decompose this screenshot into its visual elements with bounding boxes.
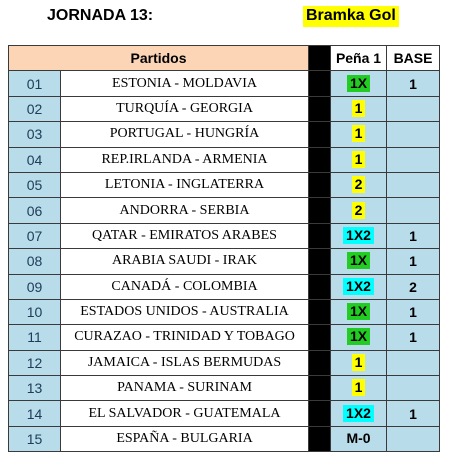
pena-pick-cell (331, 122, 387, 147)
base-pick (387, 96, 440, 121)
pena-pick: 1 (352, 125, 366, 142)
match-number: 08 (9, 249, 61, 274)
match-number: 10 (9, 299, 61, 324)
separator-cell (309, 172, 331, 197)
base-pick (387, 147, 440, 172)
pena-pick: 2 (352, 202, 366, 219)
pena-pick: 1 (352, 379, 366, 396)
pena-pick: 1 (352, 151, 366, 168)
match-number: 13 (9, 376, 61, 401)
base-pick (387, 376, 440, 401)
pena-pick-cell (331, 223, 387, 248)
match-name: EL SALVADOR - GUATEMALA (61, 401, 309, 426)
match-number: 06 (9, 198, 61, 223)
pena-pick-cell (331, 249, 387, 274)
match-number: 05 (9, 172, 61, 197)
table-row (9, 71, 440, 96)
match-name: ANDORRA - SERBIA (61, 198, 309, 223)
match-name: TURQUÍA - GEORGIA (61, 96, 309, 121)
table-row (9, 325, 440, 350)
pena-pick-cell (331, 376, 387, 401)
match-name: CANADÁ - COLOMBIA (61, 274, 309, 299)
match-name: ESPAÑA - BULGARIA (61, 426, 309, 451)
pena-pick: 1X (347, 75, 370, 92)
column-header-pena: Peña 1 (331, 46, 387, 71)
base-pick: 2 (387, 274, 440, 299)
separator-cell (309, 249, 331, 274)
match-name: ESTADOS UNIDOS - AUSTRALIA (61, 299, 309, 324)
match-number: 09 (9, 274, 61, 299)
separator-cell (309, 71, 331, 96)
match-name: CURAZAO - TRINIDAD Y TOBAGO (61, 325, 309, 350)
separator-cell (309, 401, 331, 426)
separator-cell (309, 350, 331, 375)
match-number: 03 (9, 122, 61, 147)
table-row (9, 96, 440, 121)
separator-cell (309, 376, 331, 401)
pena-pick-cell (331, 350, 387, 375)
pena-pick-cell (331, 147, 387, 172)
pena-pick: 1X2 (343, 405, 374, 422)
brand-label: Bramka Gol (303, 6, 399, 27)
match-name: JAMAICA - ISLAS BERMUDAS (61, 350, 309, 375)
table-row (9, 401, 440, 426)
match-number: 14 (9, 401, 61, 426)
table-row (9, 376, 440, 401)
match-number: 11 (9, 325, 61, 350)
match-number: 02 (9, 96, 61, 121)
pena-pick: 1X (347, 303, 370, 320)
separator-cell (309, 325, 331, 350)
base-pick (387, 122, 440, 147)
match-number: 01 (9, 71, 61, 96)
column-header-partidos: Partidos (9, 46, 309, 71)
pena-pick: 2 (352, 176, 366, 193)
table-row (9, 147, 440, 172)
pena-pick-cell (331, 325, 387, 350)
match-number: 12 (9, 350, 61, 375)
base-pick: 1 (387, 401, 440, 426)
separator-cell (309, 147, 331, 172)
match-name: REP.IRLANDA - ARMENIA (61, 147, 309, 172)
jornada-title: JORNADA 13: (47, 7, 154, 24)
match-name: PANAMA - SURINAM (61, 376, 309, 401)
pena-pick-cell (331, 71, 387, 96)
match-number: 04 (9, 147, 61, 172)
separator-cell (309, 96, 331, 121)
match-name: ESTONIA - MOLDAVIA (61, 71, 309, 96)
table-row (9, 274, 440, 299)
table-row (9, 350, 440, 375)
match-name: QATAR - EMIRATOS ARABES (61, 223, 309, 248)
pena-pick: M-0 (346, 430, 371, 447)
table-header-row (9, 46, 440, 71)
base-pick: 1 (387, 71, 440, 96)
match-name: LETONIA - INGLATERRA (61, 172, 309, 197)
match-number: 15 (9, 426, 61, 451)
table-row (9, 198, 440, 223)
table-row (9, 299, 440, 324)
pena-pick: 1X2 (343, 278, 374, 295)
separator-cell (309, 223, 331, 248)
table-row (9, 172, 440, 197)
match-name: PORTUGAL - HUNGRÍA (61, 122, 309, 147)
pena-pick: 1X2 (343, 227, 374, 244)
table-row (9, 122, 440, 147)
pena-pick-cell (331, 426, 387, 451)
base-pick (387, 172, 440, 197)
separator-cell (309, 274, 331, 299)
quiniela-table (8, 45, 440, 452)
base-pick: 1 (387, 249, 440, 274)
base-pick: 1 (387, 223, 440, 248)
base-pick: 1 (387, 299, 440, 324)
match-name: ARABIA SAUDI - IRAK (61, 249, 309, 274)
pena-pick: 1X (347, 252, 370, 269)
base-pick (387, 198, 440, 223)
pena-pick-cell (331, 299, 387, 324)
pena-pick: 1X (347, 328, 370, 345)
pena-pick-cell (331, 172, 387, 197)
table-row (9, 249, 440, 274)
base-pick (387, 350, 440, 375)
pena-pick: 1 (352, 100, 366, 117)
separator-cell (309, 299, 331, 324)
match-rows (9, 71, 440, 452)
match-number: 07 (9, 223, 61, 248)
table-row (9, 223, 440, 248)
column-header-base: BASE (387, 46, 440, 71)
separator-cell (309, 426, 331, 451)
base-pick: 1 (387, 325, 440, 350)
separator-column (309, 46, 331, 71)
pena-pick: 1 (352, 354, 366, 371)
table-row (9, 426, 440, 451)
pena-pick-cell (331, 96, 387, 121)
pena-pick-cell (331, 274, 387, 299)
pena-pick-cell (331, 401, 387, 426)
separator-cell (309, 198, 331, 223)
base-pick (387, 426, 440, 451)
pena-pick-cell (331, 198, 387, 223)
separator-cell (309, 122, 331, 147)
